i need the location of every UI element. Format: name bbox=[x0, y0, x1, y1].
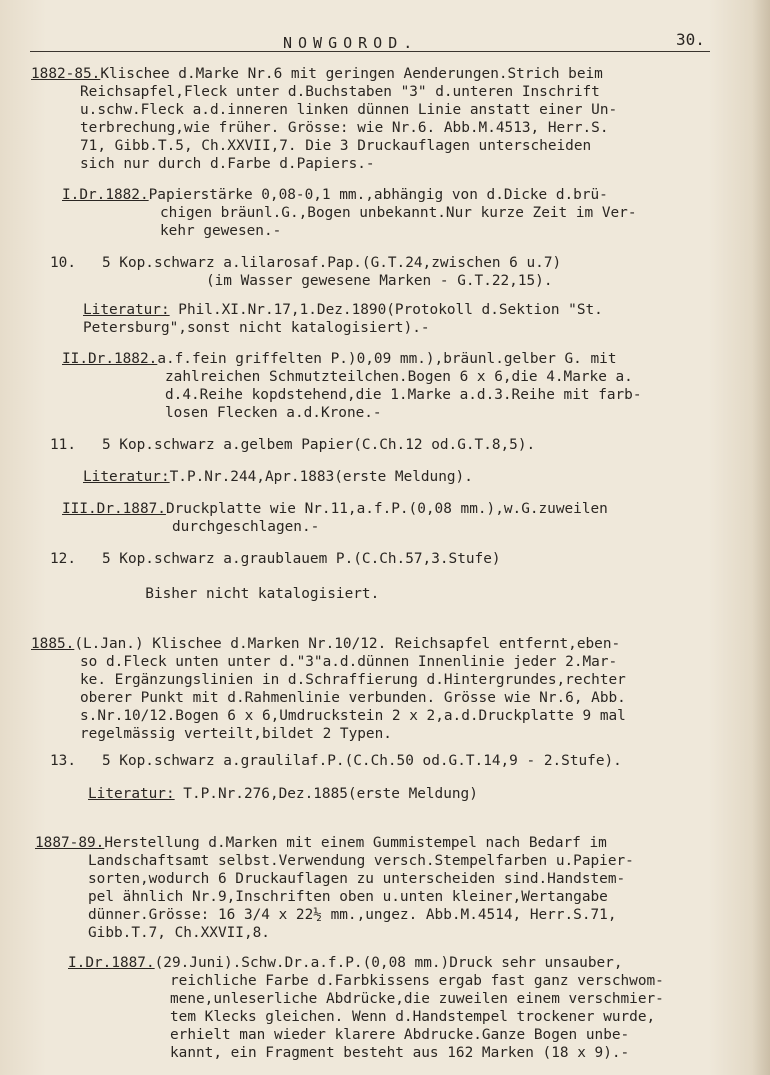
text-line: u.schw.Fleck a.d.inneren linken dünnen Linie anstatt einer Un- bbox=[80, 102, 618, 118]
page-number: 30. bbox=[676, 30, 705, 49]
text-line: s.Nr.10/12.Bogen 6 x 6,Umdruckstein 2 x 2,a.d.Druckplatte 9 mal bbox=[80, 708, 626, 724]
text-line: kannt, ein Fragment besteht aus 162 Marken (18 x 9).- bbox=[170, 1045, 630, 1061]
entry-lead: III.Dr.1887. bbox=[62, 501, 166, 517]
printing-entry bbox=[62, 351, 617, 369]
stamp-item-10: 10. 5 Kop.schwarz a.lilarosaf.Pap.(G.T.24,zwischen 6 u.7) bbox=[50, 255, 562, 271]
text-line: Druckplatte wie Nr.11,a.f.P.(0,08 mm.),w.G.zuweilen bbox=[165, 501, 608, 517]
text-line: reichliche Farbe d.Farbkissens ergab fast ganz verschwom- bbox=[170, 973, 664, 989]
text-line: mene,unleserliche Abdrücke,die zuweilen einem verschmier- bbox=[170, 991, 664, 1007]
text-line: Klischee d.Marke Nr.6 mit geringen Aenderungen.Strich beim bbox=[100, 66, 603, 82]
page-title: NOWGOROD. bbox=[283, 34, 419, 52]
header-rule bbox=[30, 51, 710, 52]
text-line: Landschaftsamt selbst.Verwendung versch.Stempelfarben u.Papier- bbox=[88, 853, 634, 869]
text-line: terbrechung,wie früher. Grösse: wie Nr.6. Abb.M.4513, Herr.S. bbox=[80, 120, 609, 136]
text-line: Phil.XI.Nr.17,1.Dez.1890(Protokoll d.Sektion "St. bbox=[169, 302, 603, 318]
literature-entry bbox=[83, 469, 473, 487]
text-line: Petersburg",sonst nicht katalogisiert).- bbox=[83, 320, 430, 336]
text-line: Gibb.T.7, Ch.XXVII,8. bbox=[88, 925, 270, 941]
entry-lead: II.Dr.1882. bbox=[62, 351, 158, 367]
text-line: losen Flecken a.d.Krone.- bbox=[165, 405, 382, 421]
text-line: Reichsapfel,Fleck unter d.Buchstaben "3" d.unteren Inschrift bbox=[80, 84, 600, 100]
text-line: Herstellung d.Marken mit einem Gummistempel nach Bedarf im bbox=[104, 835, 607, 851]
entry-1885 bbox=[31, 636, 620, 654]
entry-1887-89 bbox=[35, 835, 607, 853]
entry-1882-85 bbox=[31, 66, 603, 84]
text-line: regelmässig verteilt,bildet 2 Typen. bbox=[80, 726, 392, 742]
printing-entry bbox=[62, 187, 608, 205]
stamp-item-13: 13. 5 Kop.schwarz a.graulilaf.P.(C.Ch.50 od.G.T.14,9 - 2.Stufe). bbox=[50, 753, 622, 769]
entry-lead: 1887-89. bbox=[35, 835, 105, 851]
entry-lead: 1885. bbox=[31, 636, 75, 652]
text-line: sich nur durch d.Farbe d.Papiers.- bbox=[80, 156, 375, 172]
text-line: pel ähnlich Nr.9,Inschriften oben u.unten kleiner,Wertangabe bbox=[88, 889, 608, 905]
text-line: oberer Punkt mit d.Rahmenlinie verbunden. Grösse wie Nr.6, Abb. bbox=[80, 690, 626, 706]
text-line: kehr gewesen.- bbox=[160, 223, 282, 239]
text-line: (29.Juni).Schw.Dr.a.f.P.(0,08 mm.)Druck sehr unsauber, bbox=[154, 955, 623, 971]
text-line: erhielt man wieder klarere Abdrucke.Ganze Bogen unbe- bbox=[170, 1027, 630, 1043]
entry-lead: Literatur: bbox=[83, 302, 170, 318]
literature-entry bbox=[83, 302, 603, 320]
text-line: T.P.Nr.276,Dez.1885(erste Meldung) bbox=[174, 786, 478, 802]
text-line: tem Klecks gleichen. Wenn d.Handstempel trockener wurde, bbox=[170, 1009, 656, 1025]
entry-lead: Literatur: bbox=[83, 469, 170, 485]
text-line: durchgeschlagen.- bbox=[172, 519, 320, 535]
text-line: dünner.Grösse: 16 3/4 x 22½ mm.,ungez. Abb.M.4514, Herr.S.71, bbox=[88, 907, 617, 923]
text-line: ke. Ergänzungslinien in d.Schraffierung d.Hintergrundes,rechter bbox=[80, 672, 626, 688]
text-line: 71, Gibb.T.5, Ch.XXVII,7. Die 3 Druckauflagen unterscheiden bbox=[80, 138, 592, 154]
printing-entry bbox=[68, 955, 623, 973]
page-edge-shadow bbox=[752, 0, 770, 1075]
stamp-item-11: 11. 5 Kop.schwarz a.gelbem Papier(C.Ch.12 od.G.T.8,5). bbox=[50, 437, 536, 453]
text-line: Papierstärke 0,08-0,1 mm.,abhängig von d.Dicke d.brü- bbox=[148, 187, 608, 203]
text-line: a.f.fein griffelten P.)0,09 mm.),bräunl.gelber G. mit bbox=[157, 351, 617, 367]
text-line: chigen bräunl.G.,Bogen unbekannt.Nur kurze Zeit im Ver- bbox=[160, 205, 637, 221]
entry-lead: 1882-85. bbox=[31, 66, 101, 82]
text-line: (L.Jan.) Klischee d.Marken Nr.10/12. Reichsapfel entfernt,eben- bbox=[74, 636, 621, 652]
printing-entry bbox=[62, 501, 608, 519]
text-line: zahlreichen Schmutzteilchen.Bogen 6 x 6,die 4.Marke a. bbox=[165, 369, 633, 385]
entry-lead: I.Dr.1882. bbox=[62, 187, 149, 203]
text-line: so d.Fleck unten unter d."3"a.d.dünnen Innenlinie jeder 2.Mar- bbox=[80, 654, 618, 670]
entry-lead: Literatur: bbox=[88, 786, 175, 802]
not-catalogued-note: Bisher nicht katalogisiert. bbox=[50, 586, 380, 602]
text-line: (im Wasser gewesene Marken - G.T.22,15). bbox=[50, 273, 553, 289]
text-line: T.P.Nr.244,Apr.1883(erste Meldung). bbox=[169, 469, 473, 485]
text-line: d.4.Reihe kopdstehend,die 1.Marke a.d.3.Reihe mit farb- bbox=[165, 387, 642, 403]
stamp-item-12: 12. 5 Kop.schwarz a.graublauem P.(C.Ch.57,3.Stufe) bbox=[50, 551, 501, 567]
text-line: sorten,wodurch 6 Druckauflagen zu unterscheiden sind.Handstem- bbox=[88, 871, 626, 887]
entry-lead: I.Dr.1887. bbox=[68, 955, 155, 971]
literature-entry bbox=[88, 786, 478, 804]
